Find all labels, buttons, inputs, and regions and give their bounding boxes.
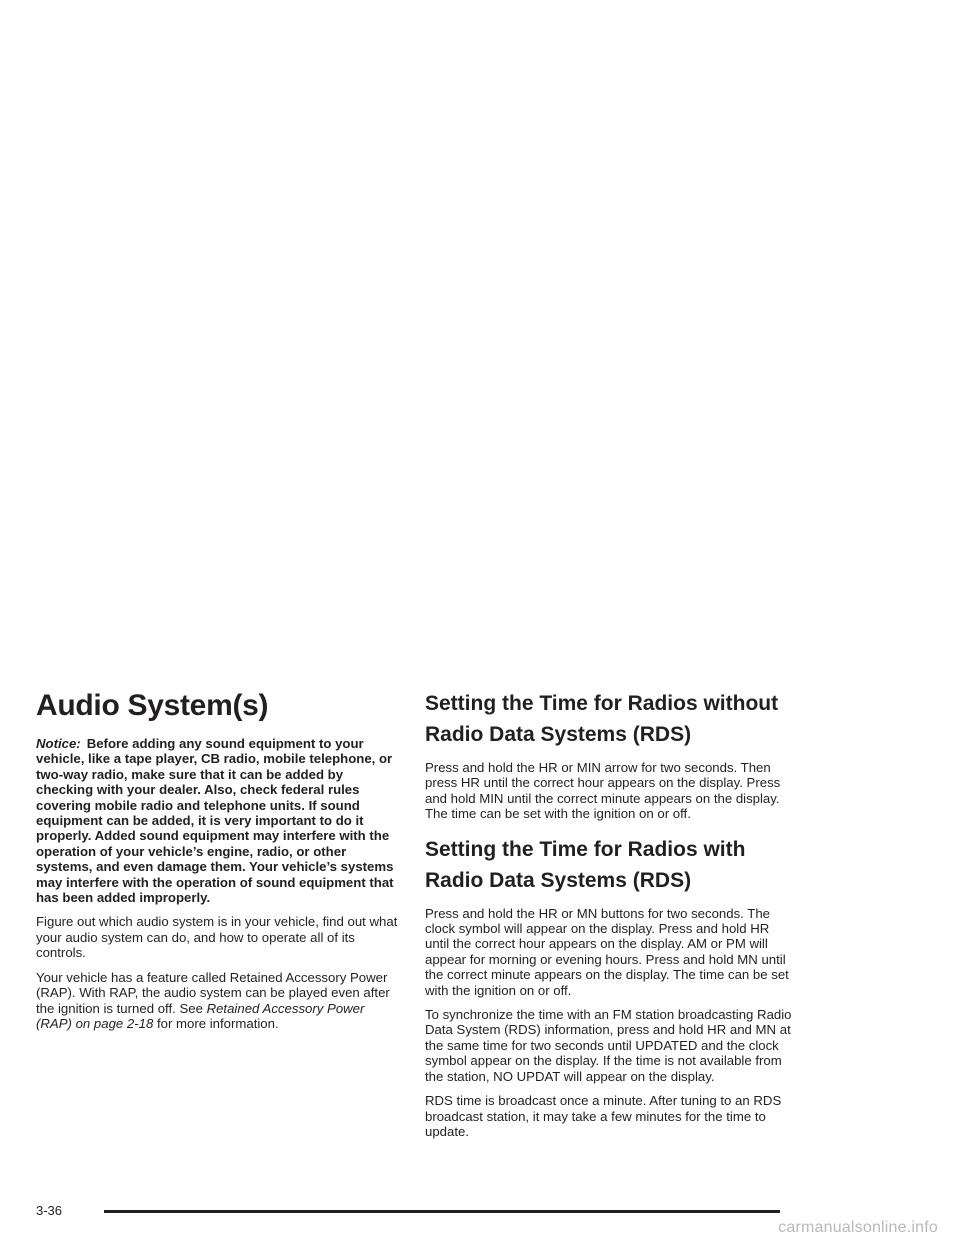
heading-line-1: Setting the Time for Radios without (425, 692, 779, 715)
rap-cross-reference-link[interactable]: Retained Accessory Power (RAP) on page 2-18 (36, 1000, 365, 1031)
footer-divider (104, 1210, 780, 1213)
section-heading-without-rds (425, 688, 797, 750)
heading-line-2: Radio Data Systems (RDS) (425, 723, 692, 746)
notice-paragraph (36, 736, 402, 905)
with-rds-paragraph-3: RDS time is broadcast once a minute. After tuning to an RDS broadcast station, it may take a few minutes for the time to update. (425, 1093, 782, 1139)
right-column (425, 688, 797, 1148)
page-title: Audio System(s) (36, 689, 269, 722)
left-column (36, 688, 402, 1040)
without-rds-paragraph: Press and hold the HR or MIN arrow for two seconds. Then press HR until the correct hour appears on the display. Press and hold MIN until the correct minute appears on the display. The time can be set with the ignition on or off. (425, 760, 781, 822)
heading-line-2: Radio Data Systems (RDS) (425, 868, 692, 892)
rap-text-start: Your vehicle has a feature called Retained Accessory Power (RAP). With RAP, the audio system can be played even after the ignition is turned off. See (36, 969, 390, 1016)
section-heading-with-rds (425, 834, 797, 896)
intro-paragraph: Figure out which audio system is in your vehicle, find out what your audio system can do, and how to operate all of its controls. (36, 914, 398, 961)
rap-paragraph (36, 970, 402, 1032)
rap-text-end: for more information. (153, 1015, 279, 1031)
notice-text: Before adding any sound equipment to your vehicle, like a tape player, CB radio, mobile telephone, or two-way radio, make sure that it can be added by checking with your dealer. Also, check federal rules covering mobile radio and telephone units. If sound equipment can be added, it is very important to do it properly. Added sound equipment may interfere with the operation of your vehicle’s engine, radio, or other systems, and even damage them. Your vehicle’s systems may interfere with the operation of sound equipment that has been added improperly. (36, 736, 394, 906)
page-number: 3-36 (36, 1203, 63, 1218)
heading-line-1: Setting the Time for Radios with (425, 837, 746, 861)
with-rds-paragraph-2: To synchronize the time with an FM station broadcasting Radio Data System (RDS) information, press and hold HR and MN at the same time for two seconds until UPDATED and the clock symbol appear on the display. If the time is not available from the station, NO UPDAT will appear on the display. (425, 1007, 792, 1084)
watermark: carmanualsonline.info (778, 1219, 938, 1236)
notice-label: Notice: (36, 736, 81, 751)
with-rds-paragraph-1: Press and hold the HR or MN buttons for two seconds. The clock symbol will appear on the display. Press and hold HR until the correct hour appears on the display. AM or PM will appear for morning or evening hours. Press and hold MN until the correct minute appears on the display. The time can be set with the ignition on or off. (425, 905, 789, 998)
